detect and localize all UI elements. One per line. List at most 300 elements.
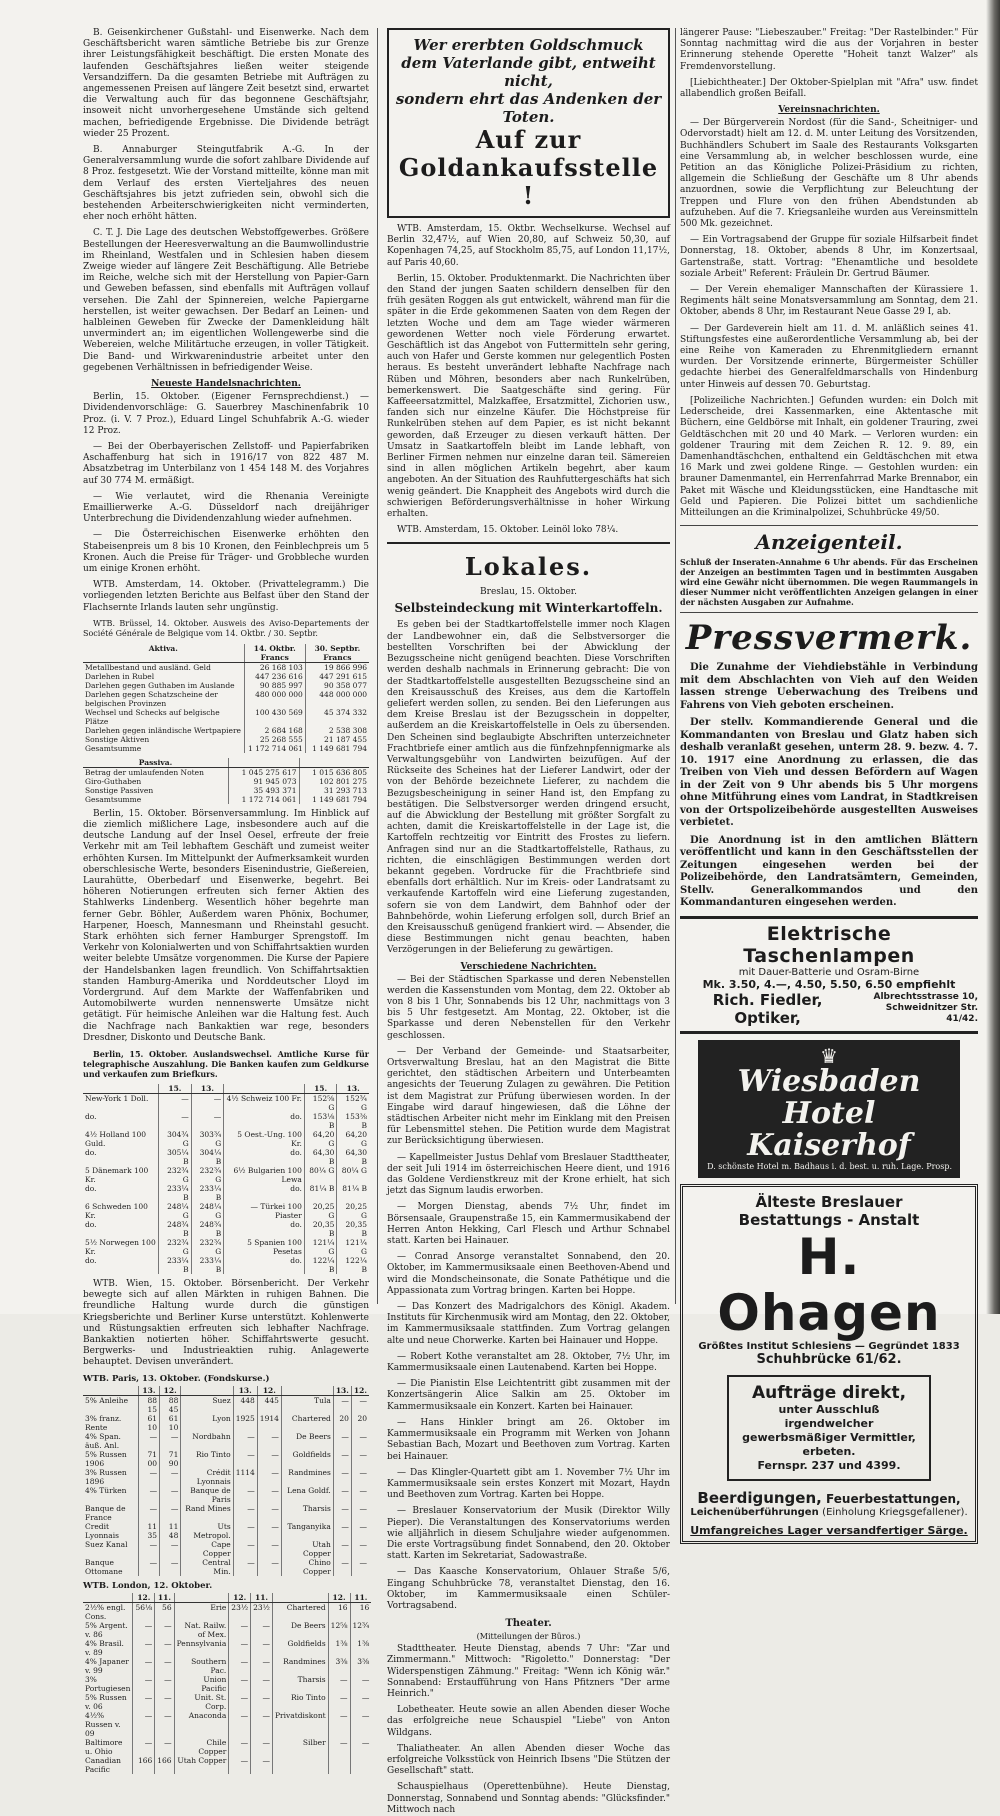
heading-theater-sub: (Mitteilungen der Büros.) (476, 1632, 581, 1642)
paris-cell: — (257, 1432, 281, 1450)
aktiva-cell: 1 172 714 061 (244, 744, 305, 753)
paris-cell: — (233, 1504, 257, 1522)
aktiva-cell: 448 000 000 (319, 689, 367, 699)
paris-row (83, 1468, 369, 1486)
fx-cell: 232¾ G (191, 1238, 224, 1256)
aktiva-cell: Sonstige Aktiven (83, 735, 244, 744)
london-cell: 23½ (229, 1602, 251, 1621)
london-cell: — (251, 1621, 273, 1639)
article-boersenversammlung: Berlin, 15. Oktober. Börsenversammlung. Im Hinblick auf die ziemlich mißlichere Lage, insbesondere auch auf die deutsche Landung auf der Insel Oesel, erfreute der freie Verkehr mit am Teil lebhaftem Geschäft und zumeist weiter erhöhten Kursen. Im Mittelpunkt der Aufmerksamkeit wurden oberschlesische Werte, besonders Eisenindustrie, Gießereien, Laurahütte, Oberbedarf und Eisenwerke, begehrt. Bei höheren Notierungen erfreuten sich ferner Aktien des Stahlwerks Lindenberg. Wesentlich höher begehrte man ferner Gebr. Böhler, Außerdem waren Phönix, Bochumer, Harpener, Hoesch, Mannesmann und Rheinstahl gesucht. Stark erhöhten sich ferner Hamburger Sprengstoff. Im Verkehr von Kolonialwerten und von Schiffahrtsaktien wurden weiter belebte Umsätze vorgenommen. Die Kurse der Papiere der Handelsbanken lagen freundlich. Von Schiffahrtsaktien standen Hamburg-Amerika und Norddeutscher Lloyd im Vordergrund. Auf dem Markte der Waffenfabriken und Automobilwerte wurden nennenswerte Umsätze nicht getätigt. Für heimische Anleihen war die Haltung fest. Auch die Nachfrage nach Bankaktien war rege, besonders Dresdner, Diskonto und Deutsche Bank. (83, 808, 369, 1043)
aktiva-cell: 26 168 103 (244, 662, 305, 672)
ohagen-beerdigungen: Beerdigungen, (697, 1488, 822, 1507)
london-cell: — (361, 1710, 370, 1720)
london-cell: — (229, 1621, 251, 1639)
fx-cell: 64,30 B (345, 1148, 367, 1167)
article-konservatorium: — Breslauer Konservatorium der Musik (Direktor Willy Pieper). Die Veranstaltungen des Konservatoriums werden wie alljährlich in diesem Schuljahre wieder aufgenommen. Die erste Vortragsübung findet Sonnabend, den 20. Oktober statt. Karten im Sekretariat, Sadowastraße. (387, 1506, 670, 1562)
paris-cell: Crédit Lyonnais (181, 1468, 233, 1486)
aktiva-cell: Wechsel und Schecks auf belgische Plätze (83, 708, 244, 726)
paris-header-cell: 13. (333, 1386, 351, 1396)
article-kaasche: — Das Kaasche Konservatorium, Ohlauer Straße 5/6, Eingang Schuhbrücke 78, veranstaltet Dienstag, den 16. Oktober, im Kammermusiksaale einen Schüler-Vortragsabend. (387, 1567, 670, 1611)
paris-cell: — (160, 1504, 181, 1522)
paris-cell: 88 15 (138, 1395, 159, 1414)
fx-header-row (83, 1084, 369, 1094)
fx-cell: 122¼ B (304, 1256, 337, 1274)
fx-header-cell (83, 1084, 159, 1094)
paris-cell: — (257, 1486, 281, 1504)
fx-cell: 304¼ B (191, 1148, 224, 1166)
aktiva-cell: 21 187 455 (324, 734, 367, 744)
paris-row (83, 1558, 369, 1576)
column-rule-1 (377, 28, 378, 1304)
fx-row (83, 1166, 369, 1184)
london-row (83, 1693, 371, 1711)
bruessel-passiva-table (83, 758, 369, 804)
fx-cell: 6½ Bulgarien 100 Lewa (224, 1166, 305, 1184)
article-polizei: [Polizeiliche Nachrichten.] Gefunden wurden: ein Dolch mit Lederscheide, drei Kassenmarken, eine Aktentasche mit Büchern, eine Geldbörse mit Inhalt, ein goldener Trauring, zwei Geldtäschchen mit 20 und 40 Mark. — Verloren wurden: ein goldener Trauring mit dem Zeichen R. 12. 9. 89, ein Damenhandtäschchen, enthaltend ein Geldtäschchen mit etwa 16 Mark und zwei goldene Ringe. — Gestohlen wurden: ein brauner Damenmantel, ein Herrenfahrrad Marke Brennabor, ein Paket mit Wäsche und Kleidungsstücken, eine Handtasche mit Geld und Papieren. Die Polizei bittet um sachdienliche Mitteilungen an die Kriminalpolizei, Schuhbrücke 49/50. (680, 395, 978, 518)
paris-cell: Banque de Paris (181, 1486, 233, 1504)
article-eisenwerke: — Die Österreichischen Eisenwerke erhöhten den Stabeisenpreis um 8 bis 10 Kronen, den Feinblechpreis um 5 Kronen. Auch die Preise für Träger- und Grobbleche wurden um einige Kronen erhöht. (83, 530, 369, 574)
paris-cell: Suez (181, 1395, 233, 1414)
paris-cell: Banque Ottomane (83, 1558, 138, 1576)
london-cell: — (328, 1738, 350, 1756)
article-bruessel: WTB. Brüssel, 14. Oktober. Ausweis des Aviso-Departements der Société Générale de Belgique vom 14. Oktbr. / 30. Septbr. (83, 618, 369, 638)
hotel-desc: D. schönste Hotel m. Badhaus i. d. best. u. ruh. Lage. Prosp. (707, 1161, 952, 1171)
dateline: Breslau, 15. Oktober. (480, 587, 577, 598)
london-cell: — (251, 1675, 273, 1693)
paris-cell: — (138, 1468, 159, 1486)
ad-taschenlampen-addr1: Albrechtsstrasse 10, (873, 992, 978, 1003)
london-cell (272, 1756, 328, 1774)
paris-cell: 20 (333, 1414, 351, 1432)
paris-cell: — (333, 1558, 351, 1576)
aktiva-cell: 100 430 569 (244, 708, 305, 726)
ohagen-ueberfuehrungen: Leichenüberführungen (690, 1506, 819, 1518)
paris-header-cell (181, 1386, 233, 1396)
fx-cell: do. (224, 1184, 305, 1202)
london-row (83, 1621, 371, 1639)
london-cell: Chile Copper (174, 1738, 229, 1756)
fx-cell: 20,25 G (345, 1202, 367, 1221)
london-cell: 23½ (251, 1602, 273, 1621)
paris-cell: — (233, 1558, 257, 1576)
fx-cell: do. (224, 1220, 305, 1238)
goldankauf-line-1: Wer ererbten Goldschmuck (413, 36, 644, 54)
column-vereine-anzeigen (680, 28, 978, 1537)
aktiva-row (83, 708, 369, 726)
passiva-cell: 1 015 636 805 (312, 767, 367, 777)
fx-cell: 233¼ B (159, 1184, 192, 1202)
paris-row (83, 1414, 369, 1432)
article-kammermusik: — Morgen Dienstag, abends 7½ Uhr, findet im Börsensaale, Graupenstraße 15, ein Kammermusikabend der Herren Anton Hekking, Carl Flesch und Arthur Schnabel statt. Karten bei Hainauer. (387, 1202, 670, 1247)
aktiva-row (83, 735, 369, 744)
ohagen-line-1: Älteste Breslauer (755, 1192, 903, 1211)
london-cell: — (133, 1657, 155, 1675)
london-cell: 1⅜ (328, 1639, 350, 1657)
london-cell: — (251, 1639, 273, 1657)
goldankauf-line-2: dem Vaterlande gibt, entweiht nicht, (401, 54, 656, 90)
paris-cell: Chartered (281, 1414, 333, 1432)
paris-cell: Credit Lyonnais (83, 1522, 138, 1540)
goldankauf-box (387, 28, 670, 218)
london-row (83, 1756, 371, 1774)
paris-cell: Lyon (181, 1414, 233, 1432)
ohagen-kriegsgefallene: (Einholung Kriegsgefallener). (822, 1506, 968, 1518)
fx-cell: 152⅝ G (304, 1094, 337, 1113)
fx-cell: 5 Oest.-Ung. 100 Kr. (224, 1130, 305, 1148)
aktiva-cell: Darlehen in Rubel (83, 672, 244, 681)
london-cell (350, 1756, 371, 1774)
paris-cell: Rand Mines (181, 1504, 233, 1522)
ohagen-name: H. Ohagen (717, 1227, 941, 1342)
aktiva-cell: Darlehen gegen Schatzscheine der belgischen Provinzen (83, 690, 244, 708)
article-klingler: — Das Klingler-Quartett gibt am 1. November 7½ Uhr im Kammermusiksaale sein erstes Konzert mit Mozart, Haydn und Beethoven zum Vortrag. Karten bei Hoppe. (387, 1467, 670, 1501)
article-liebichtheater: [Liebichtheater.] Der Oktober-Spielplan mit "Afra" usw. findet allabendlich großen Beifall. (680, 77, 978, 100)
paris-cell: — (160, 1558, 181, 1576)
fx-row (83, 1148, 369, 1166)
aktiva-cell: 90 358 077 (324, 680, 367, 690)
paris-cell: — (160, 1540, 181, 1558)
london-cell: — (155, 1675, 174, 1693)
fx-header-cell (224, 1084, 305, 1094)
ohagen-feuerbestattungen: Feuerbestattungen, (826, 1491, 961, 1506)
fx-cell: 64,20 G (304, 1130, 337, 1148)
london-header-cell: 12. (133, 1593, 155, 1603)
article-verband: — Der Verband der Gemeinde- und Staatsarbeiter, Ortsverwaltung Breslau, hat an den Magistrat die Bitte gerichtet, den städtischen Arbeitern und Unterbeamten angesichts der Teuerung Zulagen zu gewähren. Die Petition ist dem Magistrat zur Prüfung überwiesen worden. In der Eingabe wird darauf hingewiesen, daß die Löhne der städtischen Arbeiter nicht mehr im Einklang mit den Preisen für Lebensmittel stehen. Die Petition wurde dem Magistrat zur Berücksichtigung überwiesen. (387, 1046, 670, 1147)
london-cell: — (229, 1639, 251, 1657)
passiva-title: Passiva. (83, 758, 228, 768)
paris-cell: — (359, 1557, 367, 1567)
paris-cell: — (359, 1467, 367, 1477)
paris-row (83, 1450, 369, 1468)
london-cell: 3⅜ (328, 1657, 350, 1675)
london-cell: Tharsis (272, 1675, 328, 1693)
paris-cell: — (138, 1540, 159, 1558)
ohagen-saerge: Umfangreiches Lager versandfertiger Särge. (690, 1523, 968, 1537)
paris-cell: 4% Türken (83, 1486, 138, 1504)
fx-cell: do. (224, 1148, 305, 1166)
heading-lokales: Lokales. (464, 552, 593, 582)
article-ansorge: — Conrad Ansorge veranstaltet Sonnabend, den 20. Oktober, im Kammermusiksaale einen Beethoven-Abend und wird die Mondscheinsonate, die Sonate Pathétique und die Appassionata zum Vortrag bringen. Karten bei Hoppe. (387, 1252, 670, 1296)
london-cell: — (229, 1711, 251, 1738)
fx-cell: 232¾ G (159, 1166, 192, 1184)
article-amsterdam-wechsel: WTB. Amsterdam, 15. Oktbr. Wechselkurse. Wechsel auf Berlin 32,47½, auf Wien 20,80, auf Schweiz 50,30, auf Kopenhagen 74,25, auf Stockholm 85,75, auf London 11,17½, auf Paris 40,60. (387, 224, 670, 268)
paris-row (83, 1432, 369, 1450)
aktiva-row (83, 662, 369, 672)
fx-row (83, 1184, 369, 1202)
fx-cell: 248¾ B (191, 1220, 224, 1238)
fx-cell: 64,30 B (304, 1148, 337, 1166)
paris-cell: — (333, 1468, 351, 1486)
aktiva-cell: 447 291 615 (319, 671, 367, 681)
paris-cell: 11 35 (138, 1522, 159, 1540)
paris-cell: — (233, 1540, 257, 1558)
paris-cell: — (333, 1540, 351, 1558)
london-cell: — (155, 1621, 174, 1639)
london-cell: 3% Portugiesen (83, 1675, 133, 1693)
aktiva-row (83, 726, 369, 735)
paris-cell: 448 (233, 1395, 257, 1414)
paris-header-cell (83, 1386, 138, 1396)
fx-cell: 233¼ B (191, 1184, 224, 1202)
page-binding-edge (986, 0, 1000, 1314)
london-header-cell: 11. (251, 1593, 273, 1603)
paris-cell: — (233, 1450, 257, 1468)
london-cell: Chartered (272, 1602, 328, 1621)
paris-cell: — (333, 1432, 351, 1450)
ad-taschenlampen-prices: Mk. 3.50, 4.—, 4.50, 5.50, 6.50 empfiehlt (702, 977, 956, 991)
ohagen-orders-phone: Fernspr. 237 und 4399. (757, 1458, 901, 1472)
paris-cell: Tula (281, 1395, 333, 1414)
fx-cell: 248¼ G (191, 1202, 224, 1220)
passiva-cell: 31 293 713 (324, 785, 367, 795)
ohagen-line-3: Größtes Institut Schlesiens — Gegründet 1833 (698, 1340, 960, 1352)
paris-cell: — (359, 1521, 367, 1531)
article-leinoel: WTB. Amsterdam, 15. Oktober. Leinöl loko 78¼. (397, 525, 619, 536)
london-row (83, 1711, 371, 1738)
london-cell: — (251, 1711, 273, 1738)
london-row (83, 1602, 371, 1621)
fx-cell: do. (83, 1148, 159, 1166)
fx-cell: 64,20 G (345, 1130, 367, 1149)
article-lobetheater: Lobetheater. Heute sowie an allen Abenden dieser Woche das erfolgreiche neue Schauspiel "Liebe" von Anton Wildgans. (387, 1705, 670, 1738)
paris-cell: Tharsis (281, 1504, 333, 1522)
paris-cell: 4% Span. äuß. Anl. (83, 1432, 138, 1450)
article-kothe: — Robert Kothe veranstaltet am 28. Oktober, 7½ Uhr, im Kammermusiksaale einen Lautenabend. Karten bei Hoppe. (387, 1351, 670, 1374)
paris-row (83, 1540, 369, 1558)
fx-cell: 5½ Norwegen 100 Kr. (83, 1238, 159, 1256)
column-lokales (387, 28, 670, 1815)
paris-cell: — (333, 1450, 351, 1468)
ad-taschenlampen-sub: mit Dauer-Batterie und Osram-Birne (738, 966, 920, 978)
article-gardeverein: — Der Gardeverein hielt am 11. d. M. anläßlich seines 41. Stiftungsfestes eine außerordentliche Versammlung ab, bei der eine Reihe von Kameraden zu Ehrenmitgliedern ernannt wurden. Der Vorsitzende erinnerte, Bürgermeister Schüller gedachte hierbei des Generalfeldmarschalls von Hindenburg unter Hinweis auf dessen 70. Geburtstag. (680, 323, 978, 390)
london-cell: — (328, 1711, 350, 1738)
london-cell: 4½% Russen v. 09 (83, 1711, 133, 1738)
article-kartoffeln: Es geben bei der Stadtkartoffelstelle immer noch Klagen der Landbewohner ein, daß die Selbstversorger die bestellten Vorschriften bei der Abwicklung der Bezugsscheine nicht genügend beachten. Diese Vorschriften werden deshalb nachmals in Erinnerung gebracht: Die von der Stadtkartoffelstelle ausgestellten Bezugsscheine sind an den Kreisausschuß des Kreises, aus dem die Kartoffeln geliefert werden sollen, zu senden. Bei den Lieferungen aus dem Kreise Breslau ist der Bezugsschein in doppelter, außerdem an die Kreiskartoffelstelle in Oels zu übersenden. Den Scheinen sind beglaubigte Abschriften unterzeichneter Frachtbriefe einer amtlich aus die fünfzehnpfennigmarke als Verwaltungsgebühr von Landwirten beizufügen. Auf der Rückseite des Scheines hat der Lieferer Landwirt, oder der von der Behörde bezeichnete Lieferer, zu nachdem die Bezugsbescheinigung in seiner Hand ist, den Empfang zu bestätigen. Die Selbstversorger werden dringend ersucht, auf die Abwicklung der Bestellung mit größter Sorgfalt zu achten, damit die Kreiskartoffelstelle in der Lage ist, die Kartoffeln rechtzeitig vor Eintritt des Frostes zu liefern. Anfragen sind nur an die Stadtkartoffelstelle, Rathaus, zu richten, die einschlägigen Bestimmungen werden dort bekannt gegeben. Vordrucke für die Frachtbriefe sind ebenfalls dort erhältlich. Nur im Kreis- oder Landratsamt zu verkaufende Kartoffeln wird eine Lieferung zugestanden, sofern sie von dem Landwirt, dem Bahnhof oder der Bahnbehörde, wohin Lieferung erfolgen soll, durch Brief an den Kreisausschuß genügend frankiert wird. — Absender, die diese Bestimmungen nicht genau beachten, haben Verzögerungen in der Belieferung zu gewärtigen. (387, 620, 670, 956)
ad-taschenlampen-name: Rich. Fiedler, Optiker, (712, 990, 823, 1027)
divider (680, 612, 978, 613)
london-cell: — (229, 1756, 251, 1774)
london-cell: — (251, 1738, 273, 1756)
passiva-cell: Sonstige Passiven (83, 786, 228, 795)
london-title: WTB. London, 12. Oktober. (83, 1580, 213, 1591)
paris-cell: — (333, 1504, 351, 1522)
fx-cell: do. (83, 1256, 159, 1274)
article-hinkler: — Hans Hinkler bringt am 26. Oktober im Kammermusiksaale ein Programm mit Werken von Johann Sebastian Bach, Mozart und Beethoven zum Vortrag. Karten bei Hainauer. (387, 1417, 670, 1462)
paris-cell: 5% Anleihe (83, 1395, 138, 1414)
paris-cell: — (359, 1539, 367, 1549)
article-madrigalchor: — Das Konzert des Madrigalchors des Königl. Akadem. Instituts für Kirchenmusik wird am Montag, den 22. Oktober, im Kammermusiksaale stattfinden. Zum Vortrag gelangen alte und neue Chorwerke. Karten bei Hainauer und Hoppe. (387, 1302, 670, 1346)
london-cell: — (155, 1711, 174, 1738)
paris-cell: — (233, 1432, 257, 1450)
paris-cell: 3% Russen 1896 (83, 1468, 138, 1486)
london-header-cell: 12. (229, 1593, 251, 1603)
london-cell: Nat. Railw. of Mex. (174, 1621, 229, 1639)
london-cell: — (328, 1675, 350, 1693)
ad-ohagen (680, 1184, 978, 1544)
aktiva-row (83, 672, 369, 681)
passiva-cell: Betrag der umlaufenden Noten (83, 767, 228, 777)
paris-cell: 61 10 (138, 1414, 159, 1432)
fx-cell: — Türkei 100 Piaster (224, 1202, 305, 1220)
london-header-cell (83, 1593, 133, 1603)
london-cell: Rio Tinto (272, 1693, 328, 1711)
london-cell: — (229, 1675, 251, 1693)
paris-header-cell (281, 1386, 333, 1396)
paris-cell: — (160, 1486, 181, 1504)
london-cell: — (155, 1657, 174, 1675)
aktiva-title: Aktiva. (83, 644, 244, 663)
article-buergerverein: — Der Bürgerverein Nordost (für die Sand-, Scheitniger- und Odervorstadt) hielt am 12. d. M. unter Leitung des Vorsitzenden, Buchhändlers Schubert im Saale des Restaurants Volksgarten eine Versammlung ab, in welcher beschlossen wurde, eine Petition an das Königliche Polizei-Präsidium zu richten, allgemein die Schließung der Geschäfte um 8 Uhr abends anzuordnen, sowie die Verpflichtung zur Beleuchtung der Treppen und Flure von den frühen Abendstunden ab aufzuheben. Auf die 7. Kriegsanleihe wurden aus Vereinsmitteln 500 Mk. gezeichnet. (680, 118, 978, 230)
london-cell: — (155, 1738, 174, 1756)
london-header-cell (174, 1593, 229, 1603)
london-cell: — (229, 1657, 251, 1675)
fx-header-cell: 15. (159, 1084, 192, 1094)
aktiva-cell: 90 885 997 (244, 681, 305, 690)
passiva-col-2 (299, 758, 369, 768)
paris-header-cell: 12. (351, 1386, 369, 1396)
article-liebeszauber: längerer Pause: "Liebeszauber." Freitag: "Der Rastelbinder." Für Sonntag nachmittag wird die aus der Vorjahren in bester Erinnerung stehende Operette "Hoheit tanzt Walzer" als Fremdenvorstellung. (680, 28, 978, 72)
fx-row (83, 1130, 369, 1148)
london-cell: Erie (174, 1602, 229, 1621)
article-kuerassiere: — Der Verein ehemaliger Mannschaften der Kürassiere 1. Regiments hält seine Monatsversammlung am Sonntag, dem 21. Oktober, abends 8 Uhr, im Restaurant Neue Gasse 29 I, ab. (680, 285, 978, 318)
fx-cell: 4½ Holland 100 Guld. (83, 1130, 159, 1148)
ad-hotel-kaiserhof (698, 1040, 960, 1178)
london-cell: 166 (155, 1756, 174, 1774)
aktiva-row (83, 681, 369, 690)
paris-cell: Suez Kanal (83, 1540, 138, 1558)
london-cell (328, 1756, 350, 1774)
fx-cell: 303¾ G (191, 1130, 224, 1148)
paris-cell: — (257, 1468, 281, 1486)
aktiva-cell: 2 684 168 (244, 726, 305, 735)
fx-cell: 153⅜ B (345, 1112, 367, 1131)
fx-row (83, 1094, 369, 1113)
fx-cell: 81¼ B (342, 1184, 367, 1194)
paris-cell: 445 (257, 1395, 281, 1414)
paris-cell: 71 90 (160, 1450, 181, 1468)
fx-cell: 248¼ G (159, 1202, 192, 1220)
london-cell: 2½% engl. Cons. (83, 1602, 133, 1621)
paris-cell: Utah Copper (281, 1540, 333, 1558)
paris-header-cell: 12. (160, 1386, 181, 1396)
paris-cell: — (138, 1558, 159, 1576)
fx-cell: 80¼ G (341, 1166, 367, 1176)
paris-cell: Goldfields (281, 1450, 333, 1468)
paris-cell: 88 45 (160, 1395, 181, 1414)
ohagen-orders-title: Aufträge direkt, (751, 1382, 907, 1403)
paris-cell: — (333, 1522, 351, 1540)
aktiva-cell: 25 268 555 (244, 735, 305, 744)
paris-cell: 61 10 (160, 1414, 181, 1432)
paris-title: WTB. Paris, 13. Oktober. (Fondskurse.) (83, 1373, 270, 1384)
aktiva-cell: Gesamtsumme (83, 744, 244, 753)
london-cell: Goldfields (272, 1639, 328, 1657)
fx-header-cell: 13. (337, 1084, 369, 1094)
london-row (83, 1675, 371, 1693)
paris-header-cell: 13. (233, 1386, 257, 1396)
paris-cell: Cape Copper (181, 1540, 233, 1558)
london-cell: — (155, 1639, 174, 1657)
column-finance (83, 28, 370, 1774)
london-header-cell (272, 1593, 328, 1603)
article-wien: WTB. Wien, 15. Oktober. Börsenbericht. Der Verkehr bewegte sich auf allen Märkten in ruhigen Bahnen. Die freundliche Haltung wurde durch die günstigen Kriegsberichte und Berliner Kurse unterstützt. Kohlenwerte und Rüstungsaktien erfreuten sich lebhafter Nachfrage. Bankaktien notierten höher. Schiffahrtswerte gesucht. Bergwerks- und Industrieaktien ruhig. Anlagewerte behauptet. Devisen unverändert. (83, 1279, 369, 1368)
london-cell: — (133, 1621, 155, 1639)
paris-cell: 1914 (257, 1414, 281, 1432)
fx-cell: do. (83, 1112, 159, 1130)
paris-cell: 71 00 (138, 1450, 159, 1468)
paris-table (83, 1386, 369, 1576)
paris-cell: — (333, 1486, 351, 1504)
passiva-row (83, 777, 369, 786)
london-row (83, 1657, 371, 1675)
heading-winterkartoffeln: Selbsteindeckung mit Winterkartoffeln. (394, 601, 663, 616)
fx-header-cell: 13. (191, 1084, 224, 1094)
paris-row (83, 1395, 369, 1414)
fx-cell: do. (224, 1256, 305, 1274)
fx-cell: — (191, 1094, 224, 1113)
article-sparkasse: — Bei der Städtischen Sparkasse und deren Nebenstellen werden die Kassenstunden vom Montag, dem 22. Oktober ab von 8 bis 1 Uhr, Sonnabends bis 12 Uhr, nachmittags von 3 bis 5 Uhr festgesetzt. Am Montag, 22. Oktober, ist die Sparkasse und deren Nebenstellen für den Verkehr geschlossen. (387, 974, 670, 1041)
heading-verschiedene: Verschiedene Nachrichten. (460, 961, 597, 972)
article-zellstoff: — Bei der Oberbayerischen Zellstoff- und Papierfabriken Aschaffenburg hat sich in 1916/17 von 822 487 M. Absatzbetrag im Unterbilanz von 1 454 148 M. des Vorjahres auf 30 774 M. ermäßigt. (83, 441, 369, 486)
ohagen-orders-text: unter Ausschluß irgendwelcher gewerbsmäßiger Vermittler, erbeten. (742, 1402, 916, 1458)
fx-cell: 20,25 G (304, 1202, 337, 1220)
paris-cell: — (257, 1450, 281, 1468)
passiva-cell: 102 801 275 (319, 776, 367, 786)
london-cell: 4% Brasil. v. 89 (83, 1639, 133, 1657)
fx-header-cell: 15. (304, 1084, 337, 1094)
article-kapellmeister: — Kapellmeister Justus Dehlaf vom Breslauer Stadttheater, der seit Juli 1914 im österreichischen Heere dient, und 1916 das Goldene Verdienstkreuz mit der Krone erhielt, hat sich jetzt das Signum laudis erworben. (387, 1152, 670, 1197)
article-produktenmarkt: Berlin, 15. Oktober. Produktenmarkt. Die Nachrichten über den Stand der jungen Saaten schildern denselben für den früh gesäten Roggen als gut entwickelt, während man für die später in die Erde gekommenen Saaten von dem Regen der letzten Woche und dem am Tage wieder wärmeren gewordenen Wetter noch viele Förderung erwartet. Geschäftlich ist das Angebot von Futtermitteln sehr gering, auch von Hafer und Gerste kommen nur gelegentlich Posten heraus. Es besteht unverändert lebhafte Nachfrage nach Rüben und Möhren, besonders aber nach Runkelrüben, bemerkenswert. Die Saatgeschäfte sind gering. Für Kaffeeersatzmittel, Malzkaffee, Ersatzmittel, Zichorien usw., fanden sich nur einzelne Käufer. Die Höchstpreise für Runkelrüben stehen auf dem Papier, es ist nicht bekannt geworden, daß Erzeuger zu diesen verkauft hätten. Der Umsatz in Saatkartoffeln bleibt im Lande lebhaft, von Berliner Firmen nehmen nur einzelne daran teil. Sämereien sind in allen möglichen Artikeln begehrt, aber kaum angeboten. An der Situation des Rauhfuttergeschäfts hat sich wenig geändert. Die Knappheit des Angebots wird durch die schwierigen Beförderungsverhältnisse in hoher Wirkung erhalten. (387, 273, 670, 520)
fx-cell: 5 Spanien 100 Pesetas (224, 1238, 305, 1256)
fx-cell: 81¼ B (304, 1184, 337, 1202)
paris-cell: — (257, 1540, 281, 1558)
article-auslandswechsel: Berlin, 15. Oktober. Auslandswechsel. Amtliche Kurse für telegraphische Auszahlung. Die Banken kaufen zum Geldkurse und verkaufen zum Briefkurs. (83, 1049, 369, 1080)
passiva-cell: 35 493 371 (228, 786, 299, 795)
london-cell: — (361, 1692, 370, 1702)
paris-cell: — (333, 1395, 351, 1414)
london-cell: — (133, 1738, 155, 1756)
aktiva-cell: 480 000 000 (244, 690, 305, 708)
london-header-cell: 11. (350, 1593, 371, 1603)
article-leichtentritt: — Die Pianistin Else Leichtentritt gibt zusammen mit der Konzertsängerin Alice Salkin am 25. Oktober im Kammermusiksaale ein Konzert. Karten bei Hainauer. (387, 1379, 670, 1412)
article-webstoff: C. T. J. Die Lage des deutschen Webstoffgewerbes. Größere Bestellungen der Heeresverwaltung an die Baumwollindustrie im Rheinland, Westfalen und in Schlesien haben diesem Zweige wieder auf längere Zeit Beschäftigung. Alle Betriebe im Reiche, welche sich mit der Herstellung von Papier-Garn und Geweben befassen, sind ebenfalls mit Aufträgen vollauf versehen. Die Zahl der Spinnereien, welche Papiergarne herstellen, ist weiter gewachsen. Der Bedarf an Leinen- und halbleinen Geweben für Zwecke der Damenkleidung hält unvermindert an; im eigentlichen Wollengewerbe sind die Webereien, welche Militärtuche erzeugen, in voller Tätigkeit. Die Band- und Wirkwarenindustrie arbeitet unter den gegebenen Verhältnissen in befriedigender Weise. (83, 228, 369, 373)
london-cell: 12⅝ (328, 1621, 350, 1639)
london-cell: — (361, 1674, 370, 1684)
pressvermerk-p2: Der stellv. Kommandierende General und die Kommandanten von Breslau und Glatz haben sich deshalb veranlaßt gesehen, unterm 28. 9. bezw. 4. 7. 10. 1917 eine Anordnung zu erlassen, die das Treiben von Vieh und dessen Befördern auf Wagen in der Zeit von 9 Uhr abends bis 5 Uhr morgens ohne Mitführung eines vom Landrat, in Stadtkreisen von der Ortspolizeibehörde ausgestellten Ausweises verbietet. (680, 717, 978, 829)
london-cell: Union Pacific (174, 1675, 229, 1693)
paris-cell: — (160, 1432, 181, 1450)
london-cell: — (133, 1711, 155, 1738)
paris-cell: 3% franz. Rente (83, 1414, 138, 1432)
ohagen-orders-box (727, 1375, 931, 1481)
paris-cell: 1114 (233, 1468, 257, 1486)
passiva-col-1 (228, 758, 299, 768)
london-cell: 16 (328, 1602, 350, 1621)
passiva-cell: 1 149 681 794 (312, 794, 367, 804)
hotel-city: Wiesbaden (737, 1063, 921, 1099)
anzeigen-hinweis: Schluß der Inseraten-Annahme 6 Uhr abends. Für das Erscheinen der Anzeigen an bestimmten Tagen und in bestimmten Ausgaben wird eine Gewähr nicht übernommen. Die wegen Raummangels in dieser Nummer nicht veröffentlichten Anzeigen gelangen in einer der nächsten Ausgaben zur Aufnahme. (680, 557, 978, 608)
paris-cell: — (233, 1522, 257, 1540)
fx-cell: 248¾ B (159, 1220, 192, 1238)
london-cell: — (361, 1737, 370, 1747)
london-cell: — (229, 1693, 251, 1711)
article-flachsernte: WTB. Amsterdam, 14. Oktober. (Privattelegramm.) Die vorliegenden letzten Berichte aus Belfast über den Stand der Flachsernte Irlands lauten sehr ungünstig. (83, 580, 369, 613)
london-cell: 12¾ (352, 1620, 370, 1630)
paris-cell: Banque de France (83, 1504, 138, 1522)
paris-cell: 20 (357, 1413, 367, 1423)
column-rule-2 (675, 28, 676, 1304)
fx-cell: do. (224, 1112, 305, 1130)
